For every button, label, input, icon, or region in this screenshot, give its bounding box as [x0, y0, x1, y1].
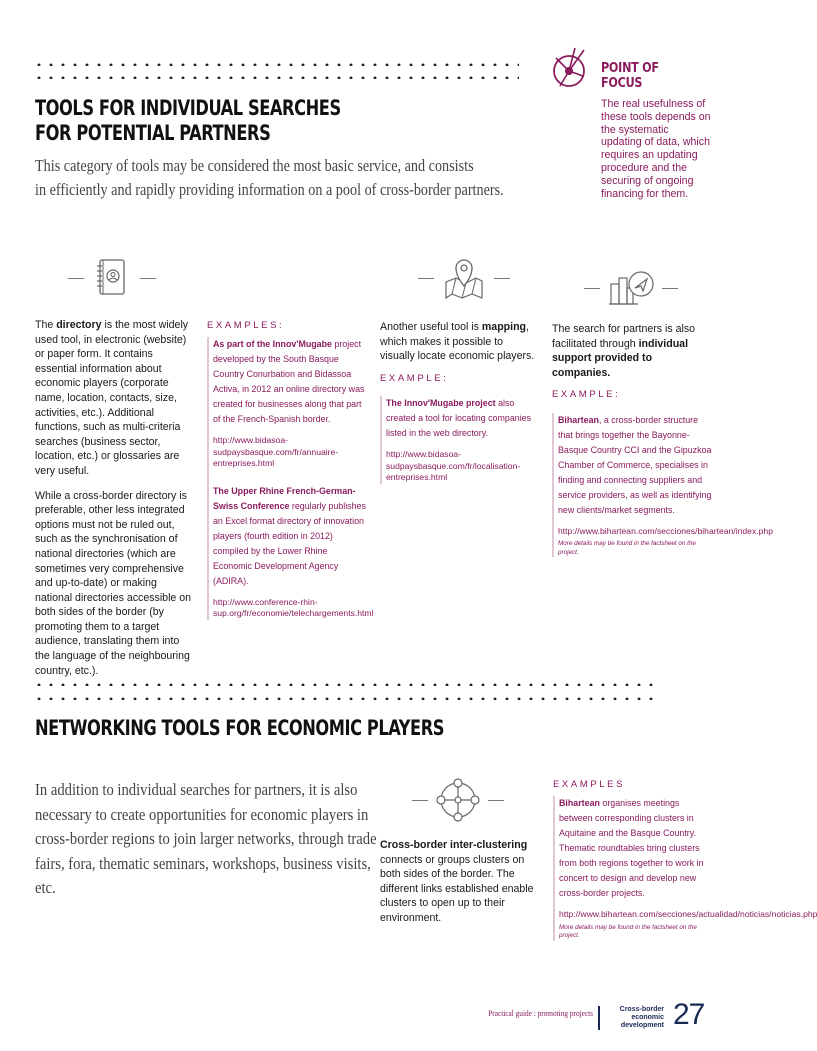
section2-title-wrap — [35, 716, 635, 741]
mapping-term: mapping — [481, 321, 527, 333]
text-run: connects or groups clusters on both sides of the border. The different links established enable clusters to open up to their environment. — [380, 853, 534, 924]
section2-lead: In addition to individual searches for partners, it is also necessary to create opportunities for economic players in cross-border regions to join larger networks, through trade fairs, fora, thematic seminars, workshops, business visits, etc. — [35, 780, 377, 897]
example-label: EXAMPLE: — [380, 372, 449, 384]
support-example-note: More details may be found in the factsheet on the project. — [558, 540, 696, 556]
mapping-column — [380, 320, 535, 492]
text-run: project developed by the South Basque Country Conurbation and Bidassoa Activa, in 2012 an online directory was created for businesses along that part of the French-Spanish border. — [213, 339, 365, 424]
focus-title-line2: FOCUS — [601, 76, 643, 91]
icon-rule-right — [140, 278, 156, 279]
clustering-example — [559, 796, 713, 901]
clustering-term: Cross-border inter-clustering — [380, 839, 528, 851]
section1-title — [35, 96, 555, 146]
example-2-link[interactable]: http://www.conference-rhin-sup.org/fr/economie/telechargements.html — [213, 596, 374, 618]
city-navigation-icon — [608, 268, 656, 308]
clustering-example-link[interactable]: http://www.bihartean.com/secciones/actualidad/noticias/noticias.php — [559, 909, 817, 919]
section1-lead-line2: in efficiently and rapidly providing information on a pool of cross-border partners. — [35, 180, 504, 199]
map-pin-icon — [442, 256, 486, 300]
clustering-example-note: More details may be found in the factsheet on the project. — [559, 923, 697, 939]
focus-icon — [550, 44, 594, 90]
page-number: 27 — [673, 998, 705, 1031]
clustering-examples — [553, 779, 817, 949]
section1-lead — [35, 154, 575, 202]
support-example-link[interactable]: http://www.bihartean.com/secciones/bihartean/index.php — [558, 525, 773, 536]
directory-paragraph — [35, 318, 195, 479]
icon-rule-right — [494, 278, 510, 279]
footer-section-line2: economic — [631, 1014, 664, 1021]
icon-rule-left — [68, 278, 84, 279]
text-run: , which makes it possible to visually locate economic players. — [380, 321, 535, 363]
directory-paragraph-2: While a cross-border directory is preferable, other less integrated options must not be ruled out, such as the synchronisation of national directories (which are sometimes very comprehensive and up-to-date) or making national directories accessible on both sides of the border (by promoting them to a target audience, translating them into the language of the neighbouring country, etc.). — [35, 489, 192, 677]
section2-title: NETWORKING TOOLS FOR ECONOMIC PLAYERS — [35, 716, 445, 740]
example-1-title: As part of the Innov'Mugabe — [213, 339, 332, 349]
focus-text: The real usefulness of these tools depends on the systematic updating of data, which requires an updating procedure and the securing of ongoing financing for them. — [601, 98, 711, 200]
icon-rule-left — [584, 288, 600, 289]
text-run: Another useful tool is — [380, 321, 482, 333]
top-divider-dots-2 — [33, 76, 519, 79]
support-example-title: Bihartean — [558, 414, 599, 425]
section2-lead-wrap — [35, 778, 385, 901]
mapping-example — [386, 396, 535, 441]
support-column — [552, 322, 773, 565]
text-run: also created a tool for locating companies listed in the web directory. — [386, 398, 532, 439]
text-run: The search for partners is also facilitated through — [552, 323, 696, 350]
footer-guide: Practical guide : promoting projects — [488, 1008, 593, 1018]
example-2 — [213, 484, 367, 589]
mapping-example-title: The Innov'Mugabe project — [386, 398, 496, 409]
examples-label: EXAMPLES — [553, 779, 626, 790]
directory-examples — [207, 320, 374, 628]
clustering-icon-group — [412, 776, 504, 824]
text-run: , a cross-border structure that brings together the Bayonne-Basque Country CCI and the Gipuzkoa Chamber of Commerce, specialises in finding and connecting suppliers and service providers, as well as identifying new clients/market segments. — [558, 414, 712, 515]
network-circle-icon — [434, 776, 482, 824]
clustering-example-title: Bihartean — [559, 798, 600, 808]
focus-title-line1: POINT OF — [601, 61, 659, 76]
examples-label: EXAMPLES: — [207, 320, 285, 331]
example-block — [380, 396, 535, 484]
footer-section-line1: Cross-border — [619, 1006, 664, 1013]
support-icon-group — [584, 266, 676, 310]
support-paragraph — [552, 322, 712, 380]
top-divider-dots-1 — [33, 63, 519, 66]
footer-section-line3: development — [620, 1022, 664, 1029]
mapping-icon-group — [418, 256, 510, 300]
examples-block — [553, 796, 817, 941]
example-label: EXAMPLE: — [552, 389, 621, 401]
address-book-icon — [94, 256, 130, 300]
support-term: individual support provided to companies. — [552, 337, 689, 379]
example-1 — [213, 337, 367, 427]
focus-title — [601, 61, 721, 91]
icon-rule-left — [418, 278, 434, 279]
footer-section — [606, 1006, 664, 1030]
mid-divider-dots-2 — [33, 697, 653, 700]
mid-divider-dots-1 — [33, 683, 653, 686]
text-run: organises meetings between corresponding clusters in Aquitaine and the Basque Country. Thematic roundtables bring clusters from both regions together to work in concert to design and develop new cross-border projects. — [559, 798, 704, 898]
section1-title-line2: FOR POTENTIAL PARTNERS — [35, 121, 271, 145]
mapping-example-link[interactable]: http://www.bidasoa-sudpaysbasque.com/fr/localisation-entreprises.html — [386, 449, 521, 483]
directory-column — [35, 318, 195, 688]
example-block — [552, 413, 773, 558]
clustering-paragraph — [380, 838, 540, 926]
directory-icon-group — [68, 256, 158, 300]
section1-lead-line1: This category of tools may be considered the most basic service, and consists — [35, 156, 474, 175]
icon-rule-right — [662, 288, 678, 289]
directory-term: directory — [56, 319, 102, 331]
examples-block — [207, 337, 374, 620]
icon-rule-left — [412, 800, 428, 801]
support-example — [558, 413, 712, 518]
icon-rule-right — [488, 800, 504, 801]
clustering-column — [380, 838, 540, 936]
footer-separator — [598, 1006, 600, 1030]
section1-title-line1: TOOLS FOR INDIVIDUAL SEARCHES — [35, 96, 341, 120]
example-1-link[interactable]: http://www.bidasoa-sudpaysbasque.com/fr/annuaire-entreprises.html — [213, 435, 339, 468]
mapping-paragraph — [380, 320, 535, 364]
text-run: is the most widely used tool, in electronic (website) or paper form. It contains essential information about economic players (corporate name, location, contacts, size, activities, etc.). Additional functions, such as multi-criteria searches (business sector, location, etc.) or glossaries are very useful. — [35, 319, 189, 477]
example-2-title: The Upper Rhine French-German-Swiss Conference — [213, 485, 356, 511]
text-run: regularly publishes an Excel format directory of innovation players (fourth edition in 2012) compiled by the Lower Rhine Economic Development Agency (ADIRA). — [213, 500, 366, 586]
text-run: The — [35, 319, 57, 331]
